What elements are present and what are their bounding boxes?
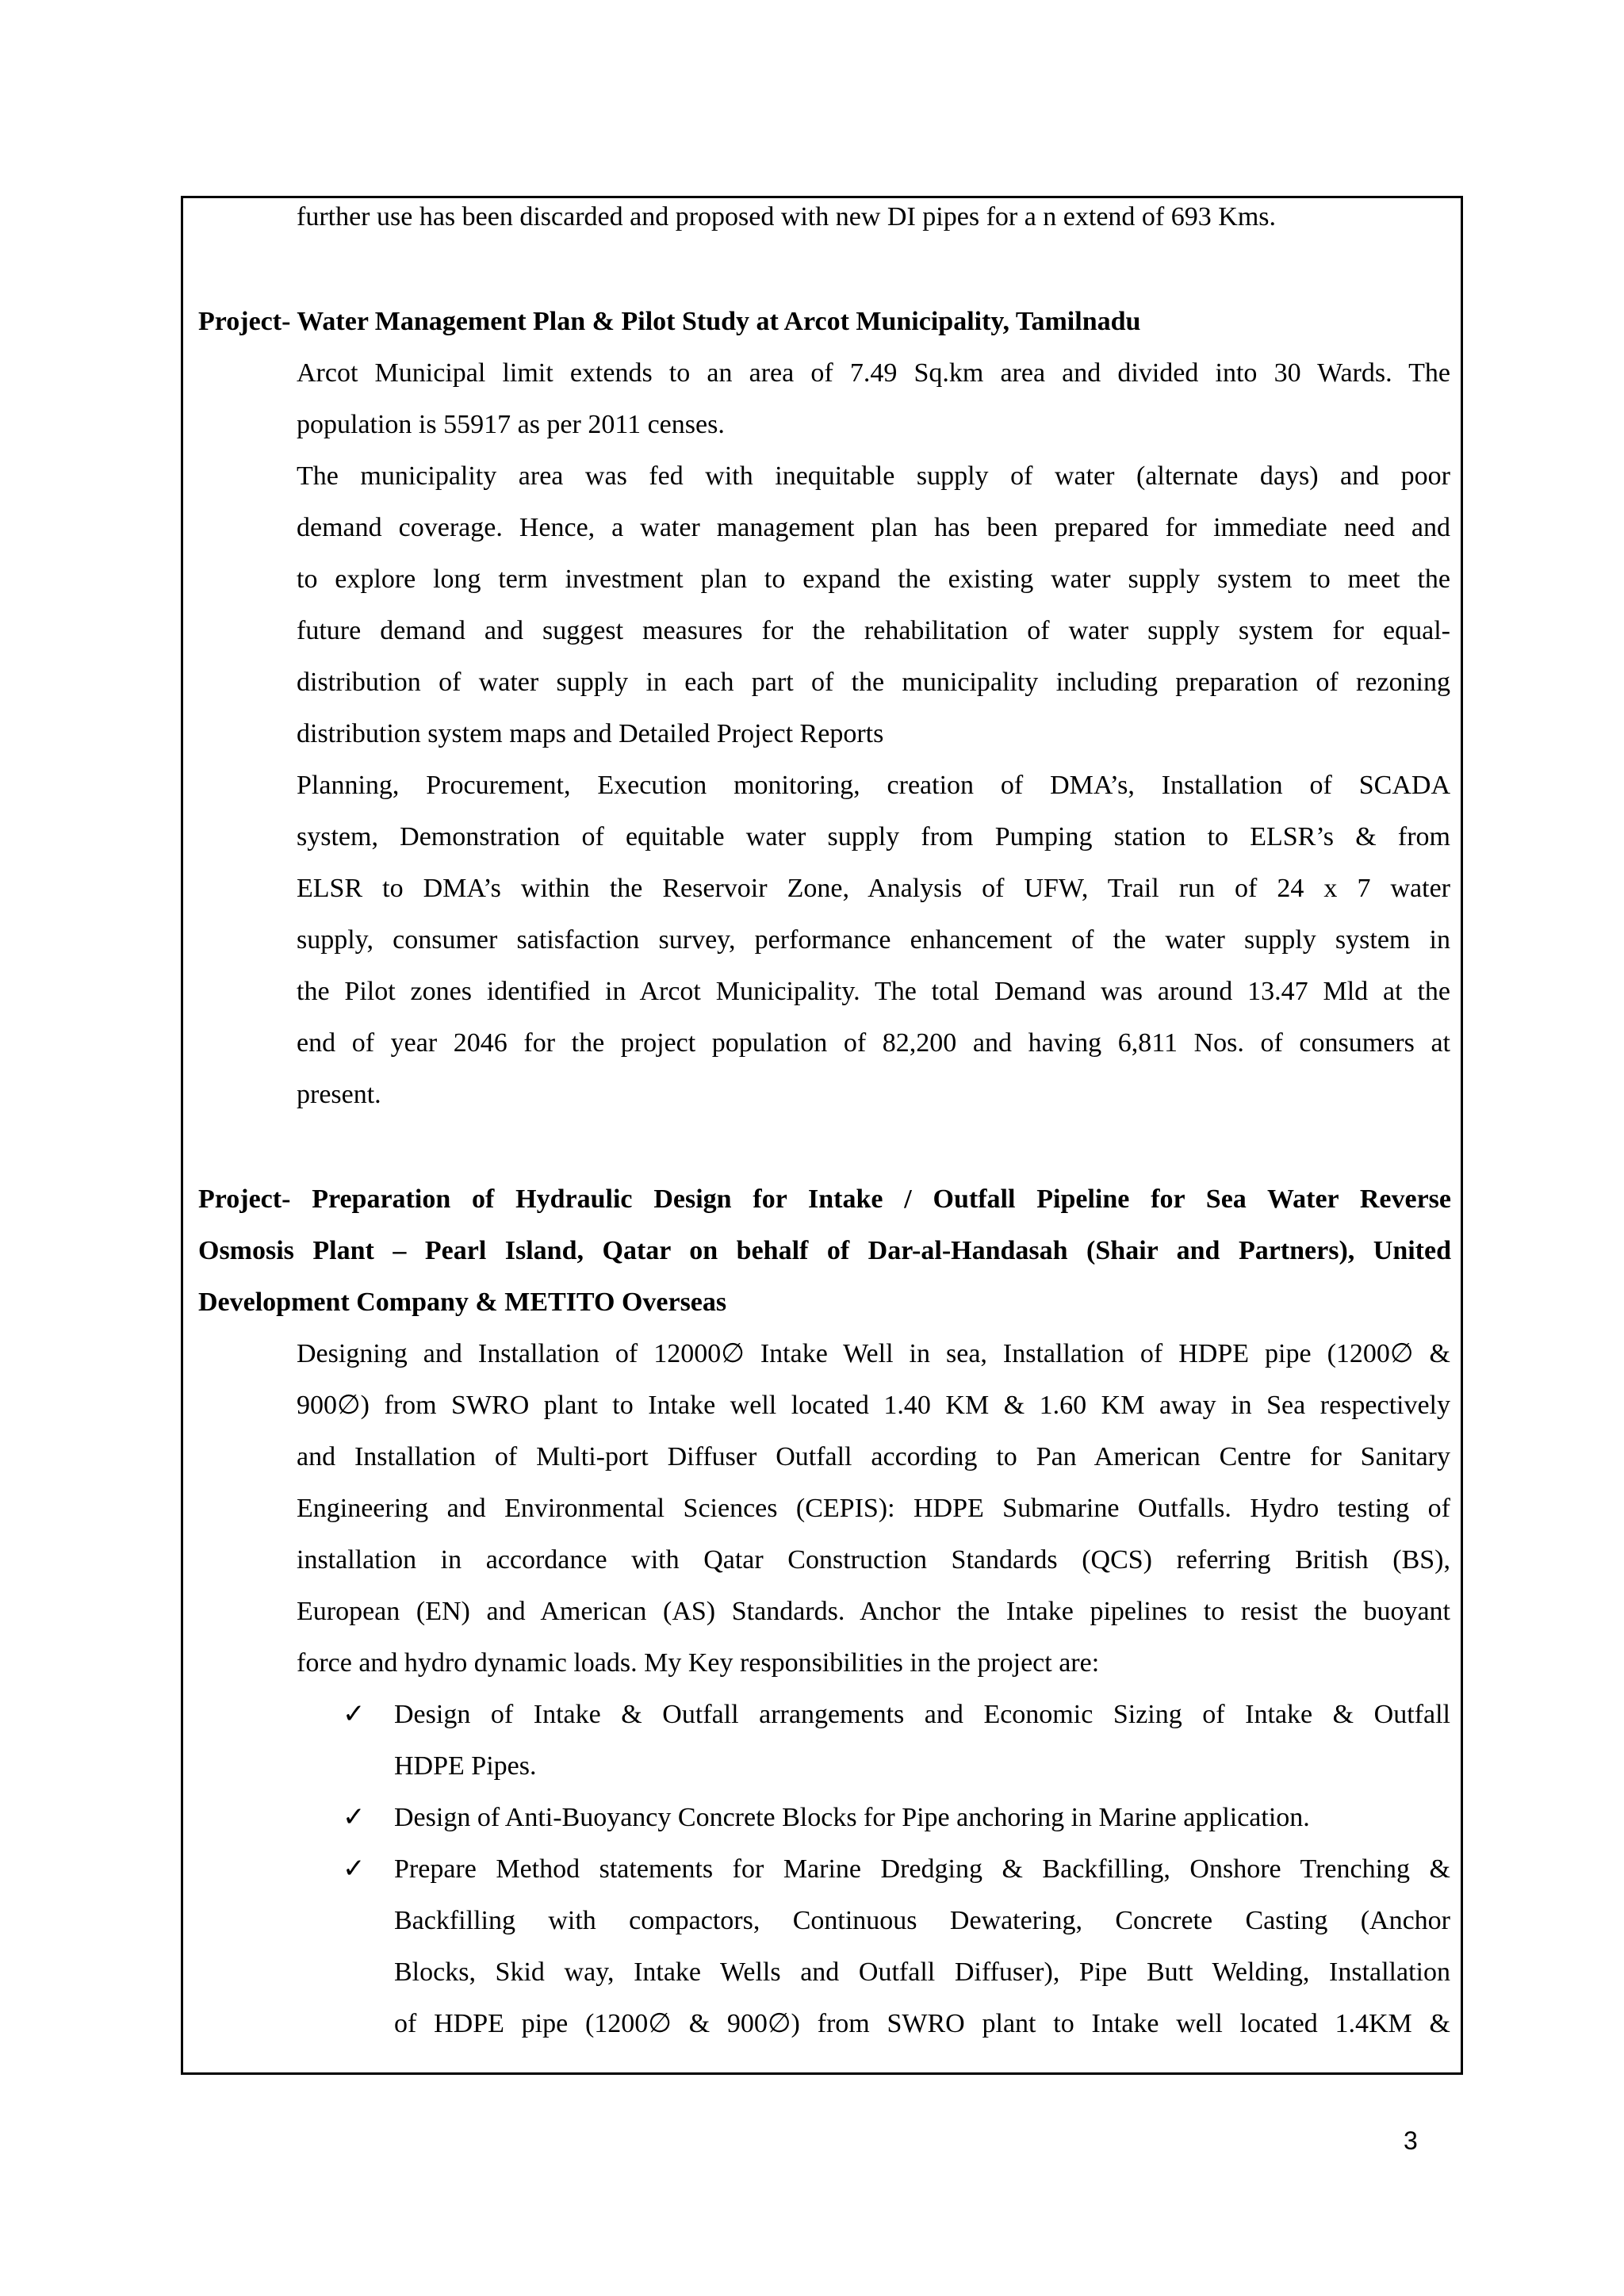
bullet-2-line-1: Design of Anti-Buoyancy Concrete Blocks for Pipe anchoring in Marine application. bbox=[394, 1803, 1310, 1832]
arcot-line-9: Planning, Procurement, Execution monitoring, creation of DMA’s, Installation of SCADA bbox=[297, 771, 1450, 800]
arcot-line-1: Arcot Municipal limit extends to an area of 7.49 Sq.km area and divided into 30 Wards. The bbox=[297, 358, 1450, 388]
page-number: 3 bbox=[1404, 2126, 1418, 2155]
qatar-line-6: European (EN) and American (AS) Standards. Anchor the Intake pipelines to resist the buoyant bbox=[297, 1597, 1450, 1626]
qatar-line-4: Engineering and Environmental Sciences (CEPIS): HDPE Submarine Outfalls. Hydro testing of bbox=[297, 1494, 1450, 1523]
arcot-line-7: distribution of water supply in each part of the municipality including preparation of rezoning bbox=[297, 668, 1450, 697]
bullet-1-line-2: HDPE Pipes. bbox=[394, 1751, 537, 1781]
arcot-line-15: present. bbox=[297, 1080, 381, 1109]
qatar-project-heading-line-3: Development Company & METITO Overseas bbox=[198, 1288, 727, 1317]
checkmark-icon: ✓ bbox=[343, 1698, 366, 1730]
arcot-line-13: the Pilot zones identified in Arcot Municipality. The total Demand was around 13.47 Mld at the bbox=[297, 977, 1450, 1006]
checkmark-icon: ✓ bbox=[343, 1801, 366, 1833]
arcot-line-3: The municipality area was fed with inequitable supply of water (alternate days) and poor bbox=[297, 461, 1450, 491]
arcot-line-11: ELSR to DMA’s within the Reservoir Zone, Analysis of UFW, Trail run of 24 x 7 water bbox=[297, 874, 1450, 903]
bullet-1-line-1: Design of Intake & Outfall arrangements and Economic Sizing of Intake & Outfall bbox=[394, 1700, 1450, 1729]
checkmark-icon: ✓ bbox=[343, 1853, 366, 1885]
qatar-line-2: 900∅) from SWRO plant to Intake well located 1.40 KM & 1.60 KM away in Sea respectively bbox=[297, 1391, 1450, 1420]
bullet-3-line-3: Blocks, Skid way, Intake Wells and Outfall Diffuser), Pipe Butt Welding, Installation bbox=[394, 1957, 1450, 1987]
qatar-line-3: and Installation of Multi-port Diffuser Outfall according to Pan American Centre for Sanitary bbox=[297, 1442, 1450, 1471]
qatar-line-7: force and hydro dynamic loads. My Key responsibilities in the project are: bbox=[297, 1648, 1100, 1678]
arcot-project-heading: Project- Water Management Plan & Pilot Study at Arcot Municipality, Tamilnadu bbox=[198, 307, 1141, 336]
qatar-line-1: Designing and Installation of 12000∅ Intake Well in sea, Installation of HDPE pipe (1200∅ & bbox=[297, 1339, 1450, 1368]
bullet-3-line-1: Prepare Method statements for Marine Dredging & Backfilling, Onshore Trenching & bbox=[394, 1854, 1450, 1884]
qatar-project-heading-line-2: Osmosis Plant – Pearl Island, Qatar on behalf of Dar-al-Handasah (Shair and Partners), United bbox=[198, 1236, 1451, 1265]
continuation-line: further use has been discarded and proposed with new DI pipes for a n extend of 693 Kms. bbox=[297, 202, 1276, 232]
bullet-3-line-4: of HDPE pipe (1200∅ & 900∅) from SWRO plant to Intake well located 1.4KM & bbox=[394, 2009, 1450, 2038]
arcot-line-14: end of year 2046 for the project population of 82,200 and having 6,811 Nos. of consumers at bbox=[297, 1028, 1450, 1058]
arcot-line-12: supply, consumer satisfaction survey, performance enhancement of the water supply system in bbox=[297, 925, 1450, 955]
arcot-line-2: population is 55917 as per 2011 censes. bbox=[297, 410, 725, 439]
arcot-line-5: to explore long term investment plan to expand the existing water supply system to meet the bbox=[297, 564, 1450, 594]
arcot-line-8: distribution system maps and Detailed Project Reports bbox=[297, 719, 884, 748]
arcot-line-4: demand coverage. Hence, a water management plan has been prepared for immediate need and bbox=[297, 513, 1450, 542]
arcot-line-6: future demand and suggest measures for the rehabilitation of water supply system for equal- bbox=[297, 616, 1450, 645]
qatar-project-heading-line-1: Project- Preparation of Hydraulic Design for Intake / Outfall Pipeline for Sea Water Reverse bbox=[198, 1184, 1451, 1214]
bullet-3-line-2: Backfilling with compactors, Continuous Dewatering, Concrete Casting (Anchor bbox=[394, 1906, 1450, 1935]
arcot-line-10: system, Demonstration of equitable water supply from Pumping station to ELSR’s & from bbox=[297, 822, 1450, 851]
qatar-line-5: installation in accordance with Qatar Construction Standards (QCS) referring British (BS), bbox=[297, 1545, 1450, 1575]
